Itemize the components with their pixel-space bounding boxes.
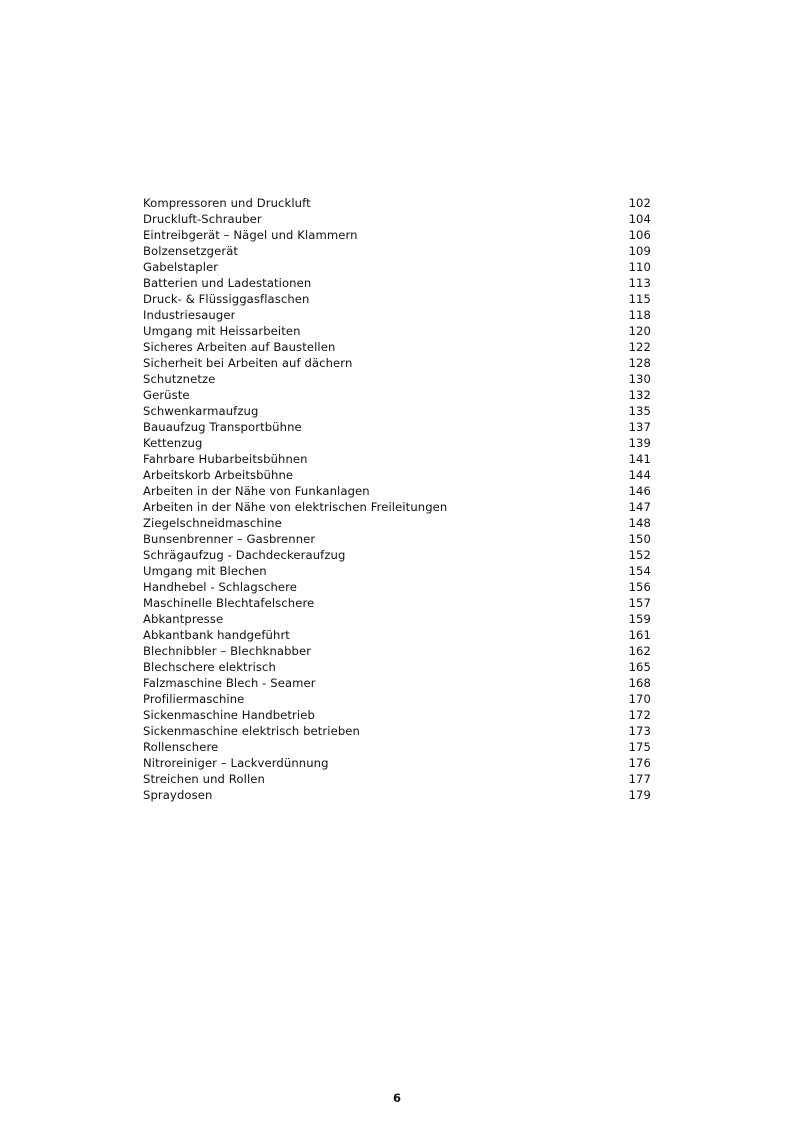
toc-entry-title: Umgang mit Blechen xyxy=(143,564,267,578)
toc-entry-title: Streichen und Rollen xyxy=(143,772,265,786)
toc-entry-title: Druckluft-Schrauber xyxy=(143,212,262,226)
toc-entry-page: 106 xyxy=(628,228,651,242)
toc-entry-page: 144 xyxy=(628,468,651,482)
toc-entry xyxy=(143,611,651,627)
table-of-contents xyxy=(143,195,651,803)
toc-entry-page: 165 xyxy=(628,660,651,674)
toc-entry-title: Handhebel - Schlagschere xyxy=(143,580,297,594)
toc-entry xyxy=(143,755,651,771)
toc-entry-title: Bolzensetzgerät xyxy=(143,244,239,258)
toc-entry xyxy=(143,451,651,467)
toc-entry xyxy=(143,227,651,243)
toc-entry-title: Schutznetze xyxy=(143,372,216,386)
toc-entry-page: 120 xyxy=(628,324,651,338)
toc-entry-title: Industriesauger xyxy=(143,308,236,322)
toc-entry-page: 113 xyxy=(628,276,651,290)
toc-entry-page: 150 xyxy=(628,532,651,546)
toc-entry-page: 179 xyxy=(628,788,651,802)
toc-entry-page: 161 xyxy=(628,628,651,642)
toc-entry-title: Sicheres Arbeiten auf Baustellen xyxy=(143,340,336,354)
toc-entry-title: Eintreibgerät – Nägel und Klammern xyxy=(143,228,358,242)
toc-entry xyxy=(143,211,651,227)
toc-entry-title: Sickenmaschine elektrisch betrieben xyxy=(143,724,360,738)
toc-entry xyxy=(143,579,651,595)
toc-entry xyxy=(143,499,651,515)
toc-entry-title: Bunsenbrenner – Gasbrenner xyxy=(143,532,316,546)
toc-entry-page: 141 xyxy=(628,452,651,466)
toc-entry-page: 122 xyxy=(628,340,651,354)
toc-entry-title: Abkantpresse xyxy=(143,612,224,626)
toc-entry-title: Ziegelschneidmaschine xyxy=(143,516,282,530)
toc-entry xyxy=(143,675,651,691)
toc-entry-page: 170 xyxy=(628,692,651,706)
toc-entry-page: 130 xyxy=(628,372,651,386)
toc-entry xyxy=(143,307,651,323)
toc-entry xyxy=(143,323,651,339)
toc-entry xyxy=(143,275,651,291)
toc-entry-title: Blechnibbler – Blechknabber xyxy=(143,644,312,658)
toc-entry-title: Kettenzug xyxy=(143,436,203,450)
toc-entry xyxy=(143,771,651,787)
toc-entry xyxy=(143,643,651,659)
toc-entry xyxy=(143,547,651,563)
toc-entry-title: Kompressoren und Druckluft xyxy=(143,196,311,210)
toc-entry-title: Abkantbank handgeführt xyxy=(143,628,290,642)
toc-entry xyxy=(143,707,651,723)
toc-entry-page: 102 xyxy=(628,196,651,210)
toc-entry-title: Schrägaufzug - Dachdeckeraufzug xyxy=(143,548,346,562)
toc-entry-page: 177 xyxy=(628,772,651,786)
toc-entry-page: 159 xyxy=(628,612,651,626)
toc-entry-page: 115 xyxy=(628,292,651,306)
toc-entry xyxy=(143,291,651,307)
toc-entry xyxy=(143,419,651,435)
toc-entry-title: Sickenmaschine Handbetrieb xyxy=(143,708,315,722)
toc-entry xyxy=(143,659,651,675)
toc-entry-page: 110 xyxy=(628,260,651,274)
toc-entry-title: Fahrbare Hubarbeitsbühnen xyxy=(143,452,308,466)
toc-entry xyxy=(143,371,651,387)
toc-entry-title: Blechschere elektrisch xyxy=(143,660,276,674)
toc-entry xyxy=(143,259,651,275)
toc-entry-title: Spraydosen xyxy=(143,788,213,802)
toc-entry xyxy=(143,723,651,739)
toc-entry-page: 118 xyxy=(628,308,651,322)
toc-entry-page: 148 xyxy=(628,516,651,530)
toc-entry-title: Gerüste xyxy=(143,388,190,402)
toc-entry-page: 154 xyxy=(628,564,651,578)
page-number: 6 xyxy=(392,1091,401,1105)
toc-entry-page: 104 xyxy=(628,212,651,226)
toc-entry-title: Schwenkarmaufzug xyxy=(143,404,259,418)
toc-entry-page: 172 xyxy=(628,708,651,722)
toc-entry-title: Sicherheit bei Arbeiten auf dächern xyxy=(143,356,353,370)
toc-entry-page: 162 xyxy=(628,644,651,658)
toc-entry-page: 109 xyxy=(628,244,651,258)
toc-entry xyxy=(143,627,651,643)
toc-entry-title: Arbeitskorb Arbeitsbühne xyxy=(143,468,294,482)
toc-entry-page: 139 xyxy=(628,436,651,450)
toc-entry-page: 146 xyxy=(628,484,651,498)
toc-entry-page: 152 xyxy=(628,548,651,562)
toc-entry xyxy=(143,387,651,403)
toc-entry-page: 176 xyxy=(628,756,651,770)
toc-entry-title: Arbeiten in der Nähe von Funkanlagen xyxy=(143,484,370,498)
toc-entry-page: 173 xyxy=(628,724,651,738)
toc-entry-page: 156 xyxy=(628,580,651,594)
toc-entry-title: Umgang mit Heissarbeiten xyxy=(143,324,301,338)
toc-entry-page: 137 xyxy=(628,420,651,434)
toc-entry xyxy=(143,355,651,371)
toc-entry-page: 175 xyxy=(628,740,651,754)
toc-entry xyxy=(143,595,651,611)
toc-entry-page: 132 xyxy=(628,388,651,402)
toc-entry-page: 147 xyxy=(628,500,651,514)
toc-entry-title: Profiliermaschine xyxy=(143,692,245,706)
toc-entry-title: Bauaufzug Transportbühne xyxy=(143,420,302,434)
toc-entry-title: Arbeiten in der Nähe von elektrischen Freileitungen xyxy=(143,500,448,514)
toc-entry-page: 128 xyxy=(628,356,651,370)
toc-entry xyxy=(143,691,651,707)
toc-entry-page: 168 xyxy=(628,676,651,690)
toc-entry xyxy=(143,739,651,755)
toc-entry-title: Nitroreiniger – Lackverdünnung xyxy=(143,756,329,770)
toc-entry xyxy=(143,243,651,259)
toc-entry-title: Batterien und Ladestationen xyxy=(143,276,312,290)
toc-entry xyxy=(143,483,651,499)
toc-entry-title: Maschinelle Blechtafelschere xyxy=(143,596,315,610)
toc-entry xyxy=(143,403,651,419)
toc-entry xyxy=(143,531,651,547)
toc-entry xyxy=(143,339,651,355)
toc-entry xyxy=(143,515,651,531)
toc-entry xyxy=(143,563,651,579)
toc-entry xyxy=(143,435,651,451)
toc-entry-title: Rollenschere xyxy=(143,740,219,754)
toc-entry-title: Gabelstapler xyxy=(143,260,219,274)
toc-entry-title: Falzmaschine Blech - Seamer xyxy=(143,676,316,690)
toc-entry xyxy=(143,787,651,803)
toc-entry-title: Druck- & Flüssiggasflaschen xyxy=(143,292,310,306)
toc-entry-page: 135 xyxy=(628,404,651,418)
toc-entry-page: 157 xyxy=(628,596,651,610)
toc-entry xyxy=(143,467,651,483)
toc-entry xyxy=(143,195,651,211)
